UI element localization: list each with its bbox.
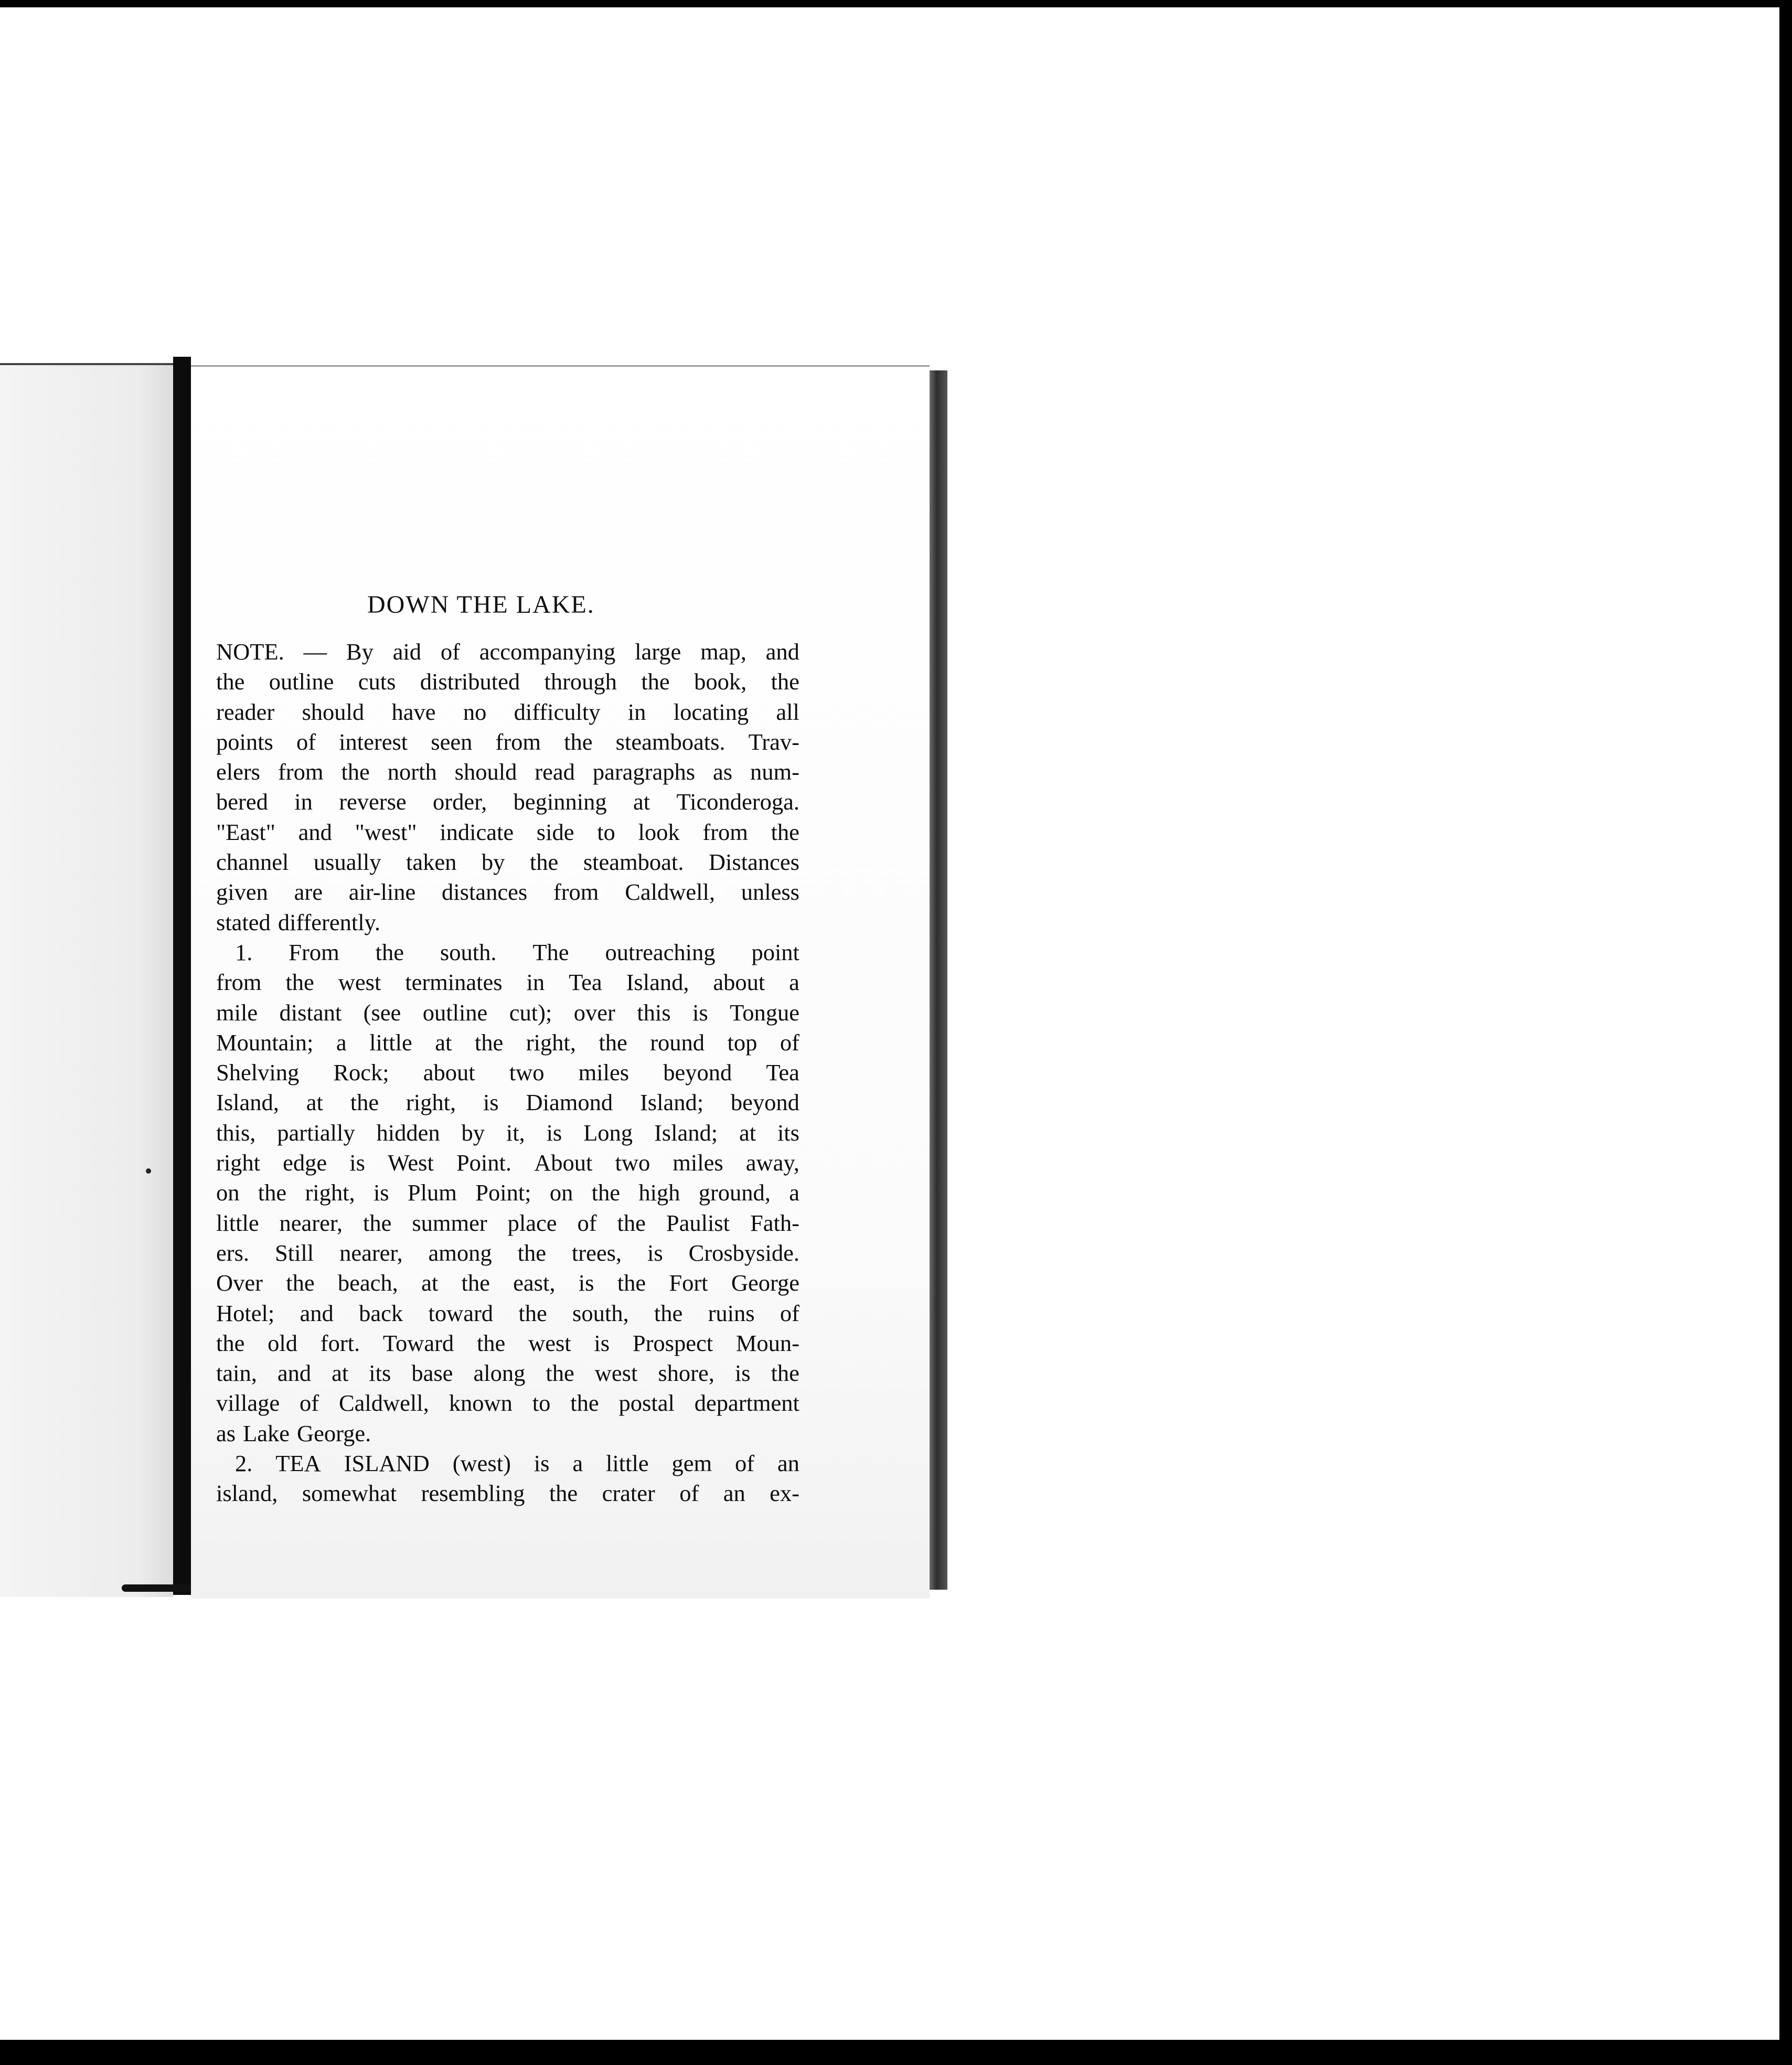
word: two [615,1149,650,1176]
word: south, [572,1300,629,1326]
word: side [536,818,574,845]
word: 2. [235,1450,253,1477]
word: along [473,1360,526,1387]
word: outreaching [605,939,716,965]
word: in [526,969,545,996]
word: the [641,668,670,695]
word: Caldwell, [625,879,715,906]
word: place [507,1209,557,1236]
word: point [751,939,799,965]
word: map, [700,638,746,665]
word: is [578,1270,594,1296]
word: George. [297,1420,371,1446]
word: base [411,1360,453,1387]
word: given [216,879,268,906]
word: an [723,1480,745,1507]
word: the [362,1209,392,1236]
word: beginning [513,789,607,815]
word: "west" [355,818,417,845]
word: the [546,1360,574,1387]
book-spine [173,357,191,1595]
word: on [549,1179,573,1206]
word: known [449,1390,513,1417]
page-fore-edge [930,370,947,1590]
word: south. [440,939,497,965]
word: its [777,1119,799,1146]
word: Long [583,1119,633,1146]
text-line [216,817,799,847]
word: book, [694,668,747,695]
word: little [605,1450,649,1477]
word: NOTE. [216,638,284,665]
word: to [597,818,615,845]
word: 1. [235,939,253,965]
word: air-line [348,879,416,906]
word: Hotel; [216,1300,275,1326]
word: at [306,1089,323,1116]
word: taken [406,849,457,876]
word: order, [433,789,487,815]
word: miles [578,1059,630,1086]
word: terminates [405,969,503,996]
word: back [359,1300,403,1326]
word: ground, [698,1179,771,1206]
word: is [734,1360,751,1387]
word: is [546,1119,562,1146]
word: at [435,1029,452,1056]
word: toward [428,1300,494,1326]
word: steamboats. [615,728,726,755]
word: the [474,1029,504,1056]
text-line [216,667,799,697]
word: beach, [337,1270,398,1296]
word: Ticonderoga. [676,789,799,815]
word: and [277,1360,312,1387]
word: read [535,759,575,785]
speck-mark [146,1168,151,1174]
word: the [375,939,404,965]
word: east, [513,1270,556,1296]
word: about [423,1059,475,1086]
word: all [776,698,799,725]
word: should [454,759,517,785]
word: Still [274,1239,314,1266]
word: — [303,638,327,665]
text-line [216,1178,799,1208]
text-line [216,1148,799,1178]
word: Point; [475,1179,531,1206]
word: the [771,818,799,845]
word: the [258,1179,287,1206]
word: the [564,728,593,755]
word: right, [305,1179,355,1206]
word: and [298,818,332,845]
word: an [777,1450,799,1477]
word: George [731,1270,799,1296]
word: the [285,969,314,996]
scan-border-top [0,0,1792,7]
word: Trav- [748,728,799,755]
word: fort. [320,1329,360,1356]
word: resembling [421,1480,525,1507]
word: Prospect [632,1329,713,1356]
word: beyond [663,1059,732,1086]
word: unless [741,879,799,906]
text-line [216,1208,799,1238]
word: island, [216,1480,278,1507]
text-line [216,1118,799,1148]
word: Fath- [750,1209,799,1236]
word: Shelving [216,1059,300,1086]
word: away, [745,1149,799,1176]
word: points [216,728,273,755]
word: (west) [452,1450,511,1477]
word: old [268,1329,297,1356]
text-line [216,757,799,787]
word: look [638,818,680,845]
word: top [727,1029,758,1056]
word: shore, [658,1360,714,1387]
word: the [286,1270,315,1296]
word: on [216,1179,240,1206]
word: is [647,1239,663,1266]
word: From [289,939,339,965]
word: west [528,1329,571,1356]
word: Island; [639,1089,704,1116]
word: among [428,1239,492,1266]
text-line [216,1478,799,1508]
word: of [296,728,316,755]
word: ruins [708,1300,755,1326]
word: is [692,999,708,1026]
word: interest [339,728,408,755]
word: miles [673,1149,723,1176]
word: nearer, [279,1209,343,1236]
text-line [216,637,799,667]
word: at [332,1360,349,1387]
word: Diamond [526,1089,613,1116]
word: postal [618,1390,675,1417]
text-line [216,727,799,757]
word: the [771,668,799,695]
word: in [294,789,313,815]
word: cuts [358,668,396,695]
word: of [679,1480,699,1507]
page-heading: DOWN THE LAKE. [367,591,595,619]
word: distances [442,879,528,906]
word: department [694,1390,799,1417]
word: as [216,1420,236,1446]
word: it, [506,1119,525,1146]
word: crater [602,1480,655,1507]
word: accompanying [479,638,616,665]
word: is [594,1329,610,1356]
word: and [765,638,799,665]
word: should [302,698,365,725]
text-line [216,1268,799,1298]
word: locating [673,698,749,725]
word: the [350,1089,379,1116]
word: outline [422,999,488,1026]
word: reverse [339,789,407,815]
word: Distances [708,849,799,876]
word: Rock; [333,1059,389,1086]
word: the [216,668,245,695]
word: Over [216,1270,263,1296]
text-line [216,998,799,1028]
word: by [461,1119,485,1146]
word: from [216,969,262,996]
word: ers. [216,1239,250,1266]
word: the [529,849,559,876]
word: About [534,1149,593,1176]
word: distant [279,999,342,1026]
text-line [216,877,799,907]
word: Island, [216,1089,279,1116]
word: large [635,638,681,665]
word: of [780,1300,799,1326]
word: difficulty [514,698,601,725]
word: ISLAND [344,1450,430,1477]
word: through [544,668,617,695]
word: the [476,1329,506,1356]
word: west [338,969,381,996]
word: Lake [243,1420,290,1446]
word: the [518,1300,547,1326]
word: gem [671,1450,712,1477]
word: Island, [626,969,689,996]
word: the [216,1329,245,1356]
word: of [780,1029,799,1056]
word: Plum [407,1179,457,1206]
word: is [534,1450,550,1477]
word: from [278,759,324,785]
word: stated [216,909,271,935]
word: a [572,1450,583,1477]
text-line [216,697,799,727]
word: about [713,969,765,996]
text-line [216,1328,799,1358]
word: Mountain; [216,1029,314,1056]
text-line [216,908,799,938]
word: west [594,1360,638,1387]
word: Tongue [730,999,799,1026]
word: the [771,1360,799,1387]
word: a [336,1029,347,1056]
text-line [216,1449,799,1478]
word: the [617,1209,646,1236]
word: beyond [730,1089,799,1116]
word: seen [431,728,473,755]
word: somewhat [302,1480,397,1507]
word: paragraphs [592,759,696,785]
word: trees, [571,1239,622,1266]
text-line [216,1298,799,1328]
word: distributed [420,668,520,695]
word: Fort [669,1270,708,1296]
word: indicate [440,818,514,845]
word: is [373,1179,389,1206]
word: a [789,1179,799,1206]
word: the [549,1480,578,1507]
text-line [216,787,799,817]
word: north [387,759,437,785]
text-line [216,1419,799,1449]
word: Tea [569,969,602,996]
word: of [734,1450,755,1477]
word: partially [277,1119,355,1146]
word: Moun- [735,1329,799,1356]
word: TEA [275,1450,321,1477]
word: and [300,1300,334,1326]
word: little [369,1029,412,1056]
word: mile [216,999,258,1026]
word: right [216,1149,261,1176]
word: Paulist [666,1209,730,1236]
word: is [483,1089,499,1116]
word: is [349,1149,365,1176]
word: Caldwell, [338,1390,429,1417]
word: no [463,698,487,725]
text-line [216,1088,799,1117]
word: at [739,1119,756,1146]
word: this [637,999,671,1026]
word: outline [269,668,334,695]
word: at [633,789,650,815]
word: to [532,1390,551,1417]
word: channel [216,849,289,876]
word: By [346,638,374,665]
word: "East" [216,818,275,845]
text-line [216,1238,799,1268]
word: right, [526,1029,576,1056]
word: as [713,759,733,785]
word: summer [412,1209,487,1236]
text-line [216,1388,799,1418]
word: of [300,1390,319,1417]
word: right, [406,1089,456,1116]
word: the [591,1179,621,1206]
text-line [216,847,799,877]
word: of [440,638,460,665]
word: of [577,1209,597,1236]
word: the [654,1300,683,1326]
word: Toward [382,1329,454,1356]
word: little [216,1209,259,1236]
word: its [369,1360,391,1387]
word: the [599,1029,627,1056]
word: Point. [456,1149,512,1176]
word: edge [283,1149,327,1176]
word: from [702,818,748,845]
word: elers [216,759,261,785]
word: the [570,1390,599,1417]
word: reader [216,698,275,725]
word: ex- [770,1480,799,1507]
word: two [509,1059,545,1086]
word: hidden [376,1119,440,1146]
word: from [553,879,599,906]
word: tain, [216,1360,257,1387]
word: this, [216,1119,256,1146]
body-text [216,637,799,1509]
scan-border-right [1779,0,1792,2065]
word: usually [313,849,381,876]
word: village [216,1390,280,1417]
word: steamboat. [583,849,684,876]
text-line [216,938,799,967]
facing-page-edge [0,363,173,1597]
word: the [341,759,370,785]
word: aid [392,638,422,665]
word: are [294,879,323,906]
word: Crosbyside. [688,1239,799,1266]
word: bered [216,789,268,815]
text-line [216,1058,799,1088]
word: at [421,1270,439,1296]
word: Tea [766,1059,799,1086]
word: from [495,728,541,755]
word: differently. [278,909,381,935]
word: cut); [509,999,552,1026]
word: have [391,698,436,725]
word: over [573,999,615,1026]
word: Island; [654,1119,718,1146]
word: the [517,1239,546,1266]
text-line [216,967,799,997]
word: in [627,698,646,725]
word: the [617,1270,646,1296]
scan-border-bottom [0,2040,1792,2065]
word: round [650,1029,705,1056]
word: num- [750,759,799,785]
word: high [638,1179,680,1206]
word: by [481,849,505,876]
word: (see [363,999,401,1026]
word: the [461,1270,490,1296]
word: West [387,1149,434,1176]
word: The [532,939,569,965]
text-line [216,1358,799,1388]
word: nearer, [339,1239,403,1266]
text-line [216,1028,799,1058]
word: a [789,969,799,996]
